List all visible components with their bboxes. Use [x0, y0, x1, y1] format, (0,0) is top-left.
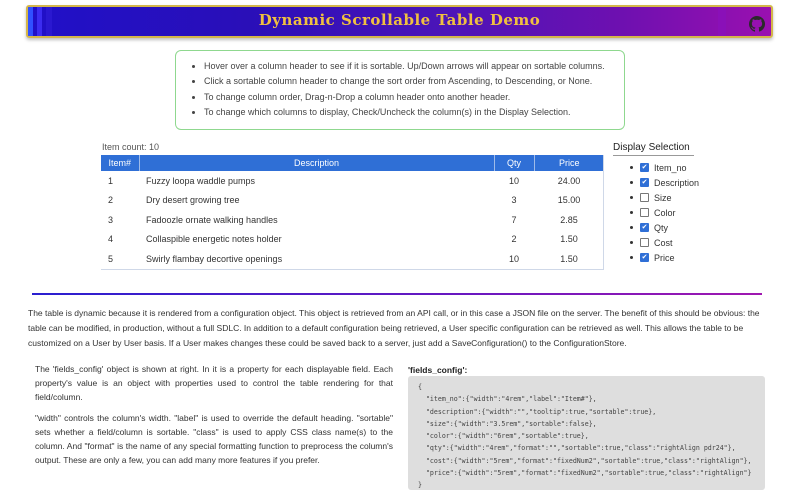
- display-option-size[interactable]: [613, 190, 733, 205]
- display-selection-panel: [613, 142, 733, 265]
- cell-qty: 10: [508, 175, 519, 186]
- instruction-item: • Hover over a column header to see if it is sortable. Up/Down arrows will appear on sortable columns.: [204, 59, 614, 74]
- cell-description: Fuzzy loopa waddle pumps: [146, 175, 256, 186]
- table-row: [101, 249, 604, 269]
- table-scroll-container[interactable]: [101, 155, 604, 270]
- code-line: }: [418, 481, 422, 490]
- code-line: "item_no":{"width":"4rem","label":"Item#"},: [425, 395, 597, 404]
- cell-description: Swirly flambay decortive openings: [146, 253, 283, 264]
- cell-item: 4: [108, 234, 114, 245]
- cell-price: 24.00: [557, 175, 581, 186]
- cell-description: Collaspible energetic notes holder: [146, 234, 282, 245]
- cell-item: 2: [108, 195, 114, 206]
- instruction-item: • Click a sortable column header to change the sort order from Ascending, to Descending, or None.: [204, 74, 614, 89]
- display-option-description[interactable]: [613, 175, 733, 190]
- display-option-color[interactable]: [613, 205, 733, 220]
- description-paragraph: The table is dynamic because it is rendered from a configuration object. This object is retrieved from an API call, or in this case a JSON file on the server. The benefit of this should be obvious: the table can be modified, in production, without a full SDLC. In addition to a default configuration being retrieved, a User specific configuration can be retrieved as well. This allows the table to be customized on a User by User basis. If a User makes changes these could be saved back to a server, just add a SaveConfiguration() to the ConfigurationStore.: [28, 308, 760, 348]
- cell-price: 15.00: [557, 195, 581, 206]
- code-line: {: [418, 383, 422, 391]
- display-option-price[interactable]: [613, 250, 733, 265]
- explanation-paragraph: The 'fields_config' object is shown at right. In it is a property for each displayable field. Each property's value is an object with properties used to control the table rendering for that field/column.: [35, 364, 393, 402]
- display-selection-list: [613, 160, 733, 265]
- checkbox[interactable]: [640, 193, 649, 202]
- checkbox[interactable]: [640, 238, 649, 247]
- column-header-item[interactable]: Item#: [101, 155, 139, 171]
- display-option-qty[interactable]: [613, 220, 733, 235]
- fields-config-code: [408, 376, 765, 490]
- cell-item: 5: [108, 253, 114, 264]
- cell-price: 2.85: [560, 214, 578, 225]
- cell-description: Dry desert growing tree: [146, 195, 240, 206]
- column-header-description[interactable]: Description: [139, 155, 494, 171]
- column-header-price[interactable]: Price: [534, 155, 604, 171]
- bullet-icon: [630, 241, 633, 244]
- explanation-paragraph: "width" controls the column's width. "label" is used to override the default heading. "sortable" sets whether a field/column is sortable. "class" is used to apply CSS class name(s) to the column. And "format" is the name of any special formatting function to preprocess the column's output. These are only a few, you can add many more features if you prefer.: [35, 413, 393, 465]
- display-option-label: Price: [654, 252, 675, 263]
- checkbox[interactable]: ✔: [641, 164, 648, 171]
- checkbox[interactable]: ✔: [641, 179, 648, 186]
- checkbox[interactable]: ✔: [641, 254, 648, 261]
- code-line: "cost":{"width":"5rem","format":"fixedNum2","sortable":true,"class":"rightAlign"},: [425, 456, 752, 465]
- cell-qty: 7: [511, 214, 517, 225]
- table-row: [101, 230, 604, 250]
- code-block: [418, 381, 765, 490]
- display-option-label: Color: [654, 207, 676, 218]
- display-option-label: Size: [654, 192, 672, 203]
- page-title: Dynamic Scrollable Table Demo: [258, 11, 541, 29]
- config-explanation: [35, 362, 393, 474]
- column-header-qty[interactable]: Qty: [494, 155, 534, 171]
- instruction-item: • To change column order, Drag-n-Drop a column header onto another header.: [204, 90, 614, 105]
- display-option-label: Cost: [654, 237, 673, 248]
- table-row: [101, 191, 604, 211]
- bullet-icon: [630, 226, 633, 229]
- fields-config-title: 'fields_config':: [408, 365, 468, 375]
- app-banner: [26, 5, 773, 38]
- bullet-icon: [630, 211, 633, 214]
- table-row: [101, 210, 604, 230]
- code-line: "description":{"width":"","tooltip":true,"sortable":true},: [425, 407, 657, 416]
- table-header-row: [101, 155, 604, 171]
- code-line: "qty":{"width":"4rem","format":"","sortable":true,"class":"rightAlign pdr24"},: [425, 444, 736, 453]
- data-table: [101, 155, 604, 269]
- table-row: [101, 171, 604, 191]
- checkbox[interactable]: ✔: [641, 224, 648, 231]
- bullet-icon: [630, 181, 633, 184]
- cell-qty: 3: [511, 195, 517, 206]
- code-line: "size":{"width":"3.5rem","sortable":false},: [425, 419, 597, 428]
- cell-qty: 2: [511, 234, 517, 245]
- display-option-label: Description: [654, 177, 700, 188]
- bullet-icon: [630, 166, 633, 169]
- cell-price: 1.50: [560, 253, 578, 264]
- item-count: Item count: 10: [102, 142, 160, 152]
- github-icon[interactable]: [749, 16, 765, 32]
- instructions-list: [204, 59, 614, 120]
- cell-price: 1.50: [560, 234, 578, 245]
- display-option-cost[interactable]: [613, 235, 733, 250]
- cell-item: 1: [108, 175, 114, 186]
- display-option-item-no[interactable]: [613, 160, 733, 175]
- checkbox[interactable]: [640, 208, 649, 217]
- cell-description: Fadoozle ornate walking handles: [146, 214, 278, 225]
- instruction-item: • To change which columns to display, Check/Uncheck the column(s) in the Display Selection.: [204, 105, 614, 120]
- code-line: "color":{"width":"6rem","sortable":true},: [425, 432, 589, 441]
- cell-item: 3: [108, 214, 114, 225]
- display-option-label: Item_no: [654, 162, 687, 173]
- bullet-icon: [630, 256, 633, 259]
- display-selection-title: Display Selection: [613, 142, 694, 156]
- section-divider: [32, 293, 762, 295]
- cell-qty: 10: [508, 253, 519, 264]
- display-option-label: Qty: [654, 222, 669, 233]
- bullet-icon: [630, 196, 633, 199]
- code-line: "price":{"width":"5rem","format":"fixedNum2","sortable":true,"class":"rightAlign"}: [425, 469, 752, 478]
- instructions-box: [175, 50, 625, 130]
